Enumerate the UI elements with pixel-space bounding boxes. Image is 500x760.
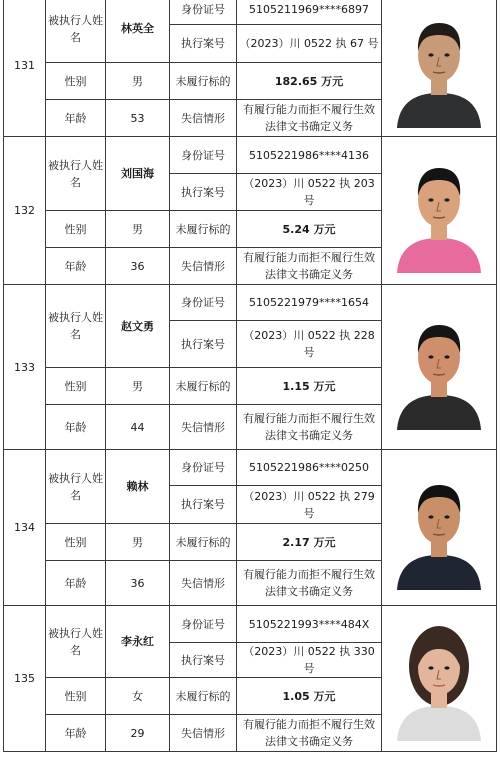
age-label: 年龄 (46, 715, 106, 752)
age-label: 年龄 (46, 248, 106, 285)
portrait-photo (389, 616, 489, 741)
right-eye (444, 53, 449, 56)
id-number-label: 身份证号 (170, 450, 237, 486)
id-number-value: 5105221993****484X (237, 606, 382, 643)
executee-name-label: 被执行人姓名 (46, 0, 106, 63)
id-number-label: 身份证号 (170, 137, 237, 174)
executee-name: 赵文勇 (106, 285, 170, 368)
executee-name-label: 被执行人姓名 (46, 606, 106, 678)
case-number-value: （2023）川 0522 执 203 号 (237, 174, 382, 211)
dishonesty-situation: 有履行能力而拒不履行生效法律文书确定义务 (237, 100, 382, 137)
right-eye (444, 666, 449, 669)
person-photo (382, 450, 497, 606)
age-value: 36 (106, 248, 170, 285)
record-row (4, 606, 497, 643)
dishonesty-label: 失信情形 (170, 100, 237, 137)
left-eye (428, 198, 433, 201)
case-number-label: 执行案号 (170, 174, 237, 211)
dishonesty-situation: 有履行能力而拒不履行生效法律文书确定义务 (237, 248, 382, 285)
age-label: 年龄 (46, 100, 106, 137)
unpaid-amount-value: 1.05 万元 (237, 678, 382, 715)
person-photo (382, 0, 497, 137)
gender-label: 性别 (46, 211, 106, 248)
age-value: 44 (106, 405, 170, 450)
gender-label: 性别 (46, 368, 106, 405)
unpaid-amount-label: 未履行标的 (170, 678, 237, 715)
record-number: 134 (4, 450, 46, 606)
unpaid-amount-label: 未履行标的 (170, 524, 237, 561)
portrait-photo (389, 465, 489, 590)
case-number-value: （2023）川 0522 执 67 号 (237, 25, 382, 63)
executee-name-label: 被执行人姓名 (46, 450, 106, 524)
portrait-photo (389, 148, 489, 273)
id-number-label: 身份证号 (170, 0, 237, 25)
gender-label: 性别 (46, 63, 106, 100)
id-number-value: 5105221979****1654 (237, 285, 382, 321)
record-row (4, 450, 497, 486)
gender-value: 男 (106, 368, 170, 405)
case-number-label: 执行案号 (170, 643, 237, 678)
executee-name: 林英全 (106, 0, 170, 63)
unpaid-amount-value: 182.65 万元 (237, 63, 382, 100)
portrait-photo (389, 3, 489, 128)
right-eye (444, 198, 449, 201)
record-number: 133 (4, 285, 46, 450)
record-row (4, 0, 497, 25)
id-number-label: 身份证号 (170, 285, 237, 321)
age-label: 年龄 (46, 561, 106, 606)
portrait-photo (389, 305, 489, 430)
right-eye (444, 355, 449, 358)
record-row (4, 285, 497, 321)
case-number-label: 执行案号 (170, 486, 237, 524)
id-number-label: 身份证号 (170, 606, 237, 643)
right-eye (444, 515, 449, 518)
executee-name-label: 被执行人姓名 (46, 285, 106, 368)
person-photo (382, 606, 497, 752)
executee-name: 赖林 (106, 450, 170, 524)
unpaid-amount-value: 2.17 万元 (237, 524, 382, 561)
dishonesty-label: 失信情形 (170, 715, 237, 752)
dishonesty-situation: 有履行能力而拒不履行生效法律文书确定义务 (237, 561, 382, 606)
gender-label: 性别 (46, 524, 106, 561)
table-body (4, 0, 497, 752)
dishonesty-label: 失信情形 (170, 248, 237, 285)
unpaid-amount-label: 未履行标的 (170, 368, 237, 405)
dishonest-debtor-table (3, 0, 497, 752)
left-eye (428, 666, 433, 669)
executee-name: 李永红 (106, 606, 170, 678)
case-number-value: （2023）川 0522 执 228 号 (237, 321, 382, 368)
left-eye (428, 355, 433, 358)
age-value: 29 (106, 715, 170, 752)
id-number-value: 5105211969****6897 (237, 0, 382, 25)
dishonesty-label: 失信情形 (170, 561, 237, 606)
record-number: 131 (4, 0, 46, 137)
case-number-label: 执行案号 (170, 25, 237, 63)
person-photo (382, 137, 497, 285)
dishonesty-situation: 有履行能力而拒不履行生效法律文书确定义务 (237, 715, 382, 752)
unpaid-amount-value: 5.24 万元 (237, 211, 382, 248)
gender-value: 男 (106, 524, 170, 561)
unpaid-amount-value: 1.15 万元 (237, 368, 382, 405)
case-number-value: （2023）川 0522 执 279 号 (237, 486, 382, 524)
record-row (4, 137, 497, 174)
unpaid-amount-label: 未履行标的 (170, 211, 237, 248)
gender-value: 男 (106, 211, 170, 248)
left-eye (428, 515, 433, 518)
age-value: 53 (106, 100, 170, 137)
executee-name: 刘国海 (106, 137, 170, 211)
gender-value: 女 (106, 678, 170, 715)
record-number: 135 (4, 606, 46, 752)
age-value: 36 (106, 561, 170, 606)
person-photo (382, 285, 497, 450)
case-number-label: 执行案号 (170, 321, 237, 368)
gender-label: 性别 (46, 678, 106, 715)
age-label: 年龄 (46, 405, 106, 450)
dishonesty-situation: 有履行能力而拒不履行生效法律文书确定义务 (237, 405, 382, 450)
dishonesty-label: 失信情形 (170, 405, 237, 450)
unpaid-amount-label: 未履行标的 (170, 63, 237, 100)
left-eye (428, 53, 433, 56)
executee-name-label: 被执行人姓名 (46, 137, 106, 211)
id-number-value: 5105221986****4136 (237, 137, 382, 174)
case-number-value: （2023）川 0522 执 330 号 (237, 643, 382, 678)
gender-value: 男 (106, 63, 170, 100)
id-number-value: 5105221986****0250 (237, 450, 382, 486)
record-number: 132 (4, 137, 46, 285)
